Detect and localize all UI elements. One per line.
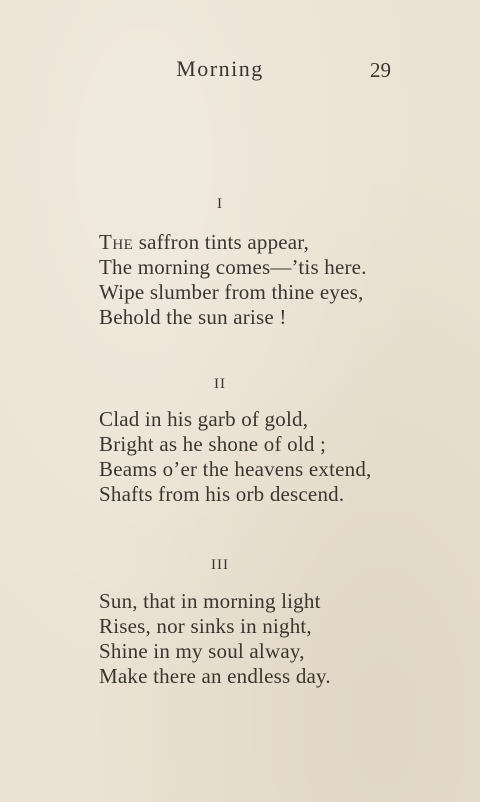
small-caps-opening-word: The	[99, 230, 134, 254]
poem-line: Beams o’er the heavens extend,	[99, 457, 372, 481]
poem-line: Sun, that in morning light	[99, 589, 321, 613]
poem-line: The saffron tints appear,	[99, 230, 310, 254]
poem-line: Behold the sun arise !	[99, 305, 287, 329]
stanza-numeral-1: I	[217, 196, 223, 212]
poem-line: Shine in my soul alway,	[99, 639, 305, 663]
poem-line: Make there an endless day.	[99, 664, 331, 688]
poem-line: Shafts from his orb descend.	[99, 482, 345, 506]
stanza-1	[99, 230, 367, 330]
stanza-3	[99, 589, 331, 689]
page-number: 29	[370, 58, 391, 82]
poem-line: Bright as he shone of old ;	[99, 432, 327, 456]
stanza-numeral-3: III	[211, 557, 229, 573]
running-title: Morning	[176, 56, 264, 81]
poem-line: Wipe slumber from thine eyes,	[99, 280, 364, 304]
stanza-numeral-2: II	[214, 376, 226, 392]
poem-line: The morning comes—’tis here.	[99, 255, 367, 279]
poem-line: Rises, nor sinks in night,	[99, 614, 312, 638]
stanza-2	[99, 407, 371, 507]
poem-line: Clad in his garb of gold,	[99, 407, 309, 431]
